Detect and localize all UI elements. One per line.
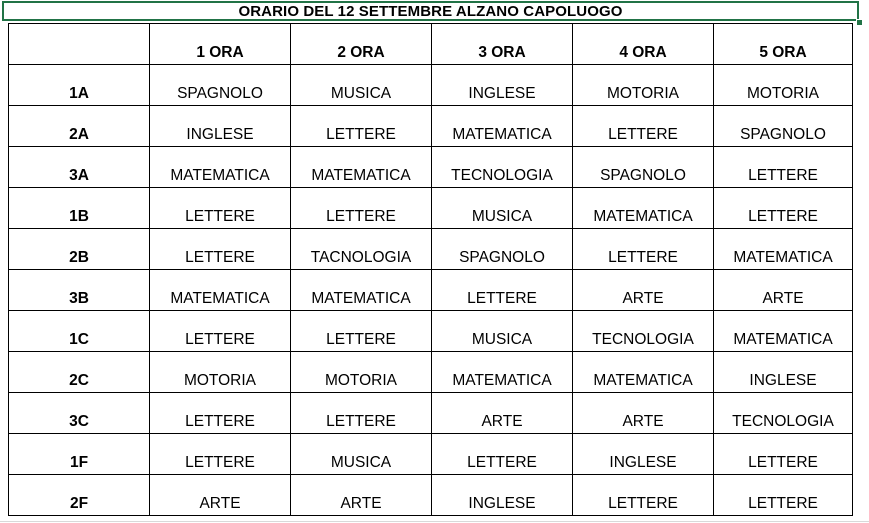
subject-cell[interactable]: MATEMATICA — [573, 188, 714, 229]
table-row — [9, 434, 853, 475]
subject-cell[interactable]: MATEMATICA — [573, 352, 714, 393]
subject-cell[interactable]: MUSICA — [291, 434, 432, 475]
subject-cell[interactable]: INGLESE — [432, 475, 573, 516]
subject-cell[interactable]: MATEMATICA — [291, 147, 432, 188]
subject-cell[interactable]: LETTERE — [291, 311, 432, 352]
class-label-cell[interactable]: 2B — [9, 229, 150, 270]
subject-cell[interactable]: LETTERE — [573, 106, 714, 147]
subject-cell[interactable]: SPAGNOLO — [432, 229, 573, 270]
subject-cell[interactable]: LETTERE — [432, 434, 573, 475]
header-cell-corner[interactable] — [9, 24, 150, 65]
subject-cell[interactable]: MUSICA — [432, 311, 573, 352]
header-cell-hour-3[interactable]: 3 ORA — [432, 24, 573, 65]
subject-cell[interactable]: LETTERE — [573, 229, 714, 270]
class-label-cell[interactable]: 1A — [9, 65, 150, 106]
table-row — [9, 229, 853, 270]
class-label-cell[interactable]: 2F — [9, 475, 150, 516]
subject-cell[interactable]: MOTORIA — [714, 65, 853, 106]
subject-cell[interactable]: MOTORIA — [573, 65, 714, 106]
subject-cell[interactable]: MOTORIA — [291, 352, 432, 393]
subject-cell[interactable]: LETTERE — [291, 188, 432, 229]
subject-cell[interactable]: TECNOLOGIA — [714, 393, 853, 434]
subject-cell[interactable]: MATEMATICA — [432, 352, 573, 393]
gridline — [0, 521, 869, 522]
subject-cell[interactable]: MATEMATICA — [432, 106, 573, 147]
table-row — [9, 270, 853, 311]
subject-cell[interactable]: LETTERE — [291, 393, 432, 434]
class-label-cell[interactable]: 3A — [9, 147, 150, 188]
table-row — [9, 65, 853, 106]
class-label-cell[interactable]: 1C — [9, 311, 150, 352]
subject-cell[interactable]: ARTE — [432, 393, 573, 434]
class-label-cell[interactable]: 2A — [9, 106, 150, 147]
subject-cell[interactable]: MATEMATICA — [150, 147, 291, 188]
table-row — [9, 475, 853, 516]
subject-cell[interactable]: ARTE — [573, 393, 714, 434]
header-row — [9, 24, 853, 65]
header-cell-hour-4[interactable]: 4 ORA — [573, 24, 714, 65]
subject-cell[interactable]: SPAGNOLO — [573, 147, 714, 188]
subject-cell[interactable]: MATEMATICA — [150, 270, 291, 311]
subject-cell[interactable]: SPAGNOLO — [714, 106, 853, 147]
class-label-cell[interactable]: 2C — [9, 352, 150, 393]
class-label-cell[interactable]: 1F — [9, 434, 150, 475]
schedule-table — [8, 23, 853, 516]
subject-cell[interactable]: MUSICA — [291, 65, 432, 106]
subject-cell[interactable]: TECNOLOGIA — [573, 311, 714, 352]
subject-cell[interactable]: LETTERE — [150, 311, 291, 352]
subject-cell[interactable]: TECNOLOGIA — [432, 147, 573, 188]
subject-cell[interactable]: ARTE — [714, 270, 853, 311]
subject-cell[interactable]: ARTE — [573, 270, 714, 311]
header-cell-hour-5[interactable]: 5 ORA — [714, 24, 853, 65]
table-row — [9, 311, 853, 352]
class-label-cell[interactable]: 3C — [9, 393, 150, 434]
subject-cell[interactable]: MATEMATICA — [291, 270, 432, 311]
subject-cell[interactable]: INGLESE — [432, 65, 573, 106]
subject-cell[interactable]: SPAGNOLO — [150, 65, 291, 106]
subject-cell[interactable]: ARTE — [150, 475, 291, 516]
subject-cell[interactable]: LETTERE — [150, 188, 291, 229]
subject-cell[interactable]: ARTE — [291, 475, 432, 516]
subject-cell[interactable]: MOTORIA — [150, 352, 291, 393]
subject-cell[interactable]: LETTERE — [714, 434, 853, 475]
subject-cell[interactable]: LETTERE — [573, 475, 714, 516]
subject-cell[interactable]: MUSICA — [432, 188, 573, 229]
subject-cell[interactable]: INGLESE — [573, 434, 714, 475]
subject-cell[interactable]: MATEMATICA — [714, 311, 853, 352]
table-row — [9, 188, 853, 229]
subject-cell[interactable]: LETTERE — [150, 434, 291, 475]
selection-fill-handle[interactable] — [856, 19, 863, 26]
page-title: ORARIO DEL 12 SETTEMBRE ALZANO CAPOLUOGO — [238, 2, 623, 20]
header-cell-hour-2[interactable]: 2 ORA — [291, 24, 432, 65]
subject-cell[interactable]: LETTERE — [150, 229, 291, 270]
class-label-cell[interactable]: 1B — [9, 188, 150, 229]
title-cell[interactable] — [2, 1, 859, 21]
subject-cell[interactable]: LETTERE — [150, 393, 291, 434]
subject-cell[interactable]: LETTERE — [291, 106, 432, 147]
subject-cell[interactable]: LETTERE — [714, 188, 853, 229]
subject-cell[interactable]: TACNOLOGIA — [291, 229, 432, 270]
subject-cell[interactable]: INGLESE — [714, 352, 853, 393]
subject-cell[interactable]: LETTERE — [714, 475, 853, 516]
table-row — [9, 393, 853, 434]
class-label-cell[interactable]: 3B — [9, 270, 150, 311]
subject-cell[interactable]: LETTERE — [714, 147, 853, 188]
header-cell-hour-1[interactable]: 1 ORA — [150, 24, 291, 65]
subject-cell[interactable]: MATEMATICA — [714, 229, 853, 270]
subject-cell[interactable]: LETTERE — [432, 270, 573, 311]
table-row — [9, 352, 853, 393]
table-row — [9, 106, 853, 147]
subject-cell[interactable]: INGLESE — [150, 106, 291, 147]
table-row — [9, 147, 853, 188]
